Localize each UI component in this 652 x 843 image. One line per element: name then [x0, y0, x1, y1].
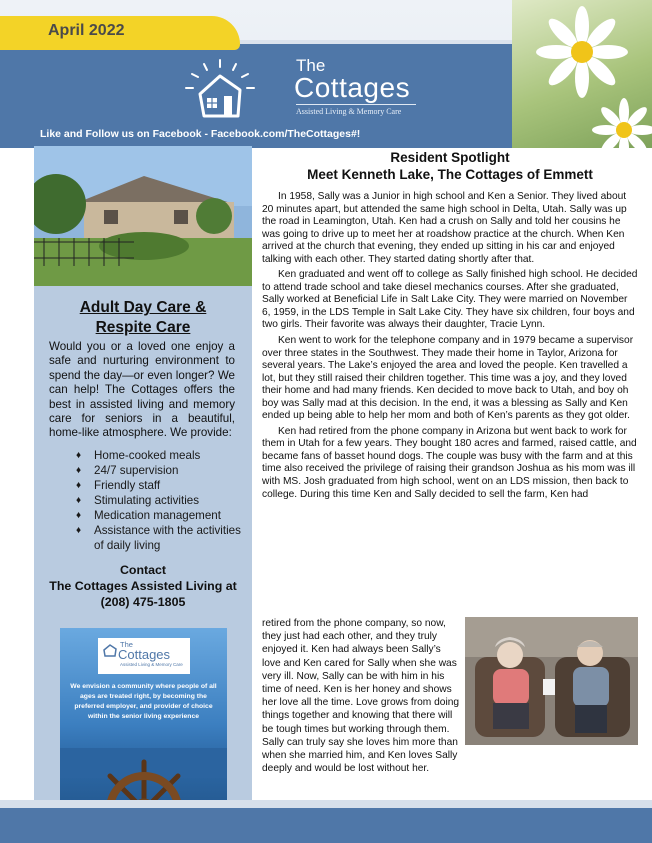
contact-name: The Cottages Assisted Living at — [49, 579, 237, 593]
article-heading — [258, 150, 642, 183]
article-body — [262, 191, 638, 504]
resident-couple-photo — [465, 617, 638, 745]
service-item: ♦ Stimulating activities — [76, 493, 246, 508]
article-headline: Meet Kenneth Lake, The Cottages of Emmett — [307, 166, 593, 182]
sidebar-body: Would you or a loved one enjoy a safe and nurturing environment to spend the day—or even longer? We can help! The Cottages offers the best in assisted living and memory care for seniors in a beautiful, home-like atmosphere. We provide: — [49, 340, 235, 440]
ad-logo-the: The — [120, 640, 133, 649]
house-logo-icon — [102, 642, 118, 658]
house-logo-icon — [180, 58, 260, 120]
article-paragraph: Ken went to work for the telephone company and in 1979 became a supervisor over three states in the Southwest. They made their home in Taylor, Arizona for several years. The Lake’s enjoyed the area and loved the people. Ken travelled a lot, but they still raised their children together. This time was a joy, and they loved their home and had many friends. Ken decided to move back to Utah, and boy oh boy was Sally mad at this decision. In the end, it was a blessing as Sally and Ken ended up being able to help her mom and both of Ken’s parents as they got older. — [262, 335, 634, 422]
sidebar-title — [40, 298, 246, 338]
daisy-photo — [512, 0, 652, 148]
contact-block — [40, 562, 246, 610]
contact-phone[interactable]: (208) 475-1805 — [100, 595, 186, 609]
facebook-link[interactable]: Like and Follow us on Facebook - Facebook.com/TheCottages#! — [40, 128, 361, 140]
mission-statement: We envision a community where people of all ages are treated right, by becoming the preferred employer, and provider of choice within the senior living experience — [70, 683, 217, 720]
newsletter-header — [0, 0, 652, 148]
service-item: ♦ Medication management — [76, 508, 246, 523]
service-item: ♦ Friendly staff — [76, 478, 246, 493]
sidebar-title-line2: Respite Care — [95, 319, 191, 336]
service-item: ♦ Assistance with the activities of daily living — [76, 523, 246, 553]
sidebar-title-line1: Adult Day Care & — [79, 299, 207, 316]
daisy-flower-icon — [512, 0, 652, 148]
article-kicker: Resident Spotlight — [390, 150, 510, 165]
service-item: ♦ 24/7 supervision — [76, 463, 246, 478]
article-paragraph: In 1958, Sally was a Junior in high school and Ken a Senior. They lived about 20 minutes apart, but attended the same high school in Delta, Utah. Sally was up the road in Leamington, Utah. Ken had a crush on Sally and told her cousins he was going to drive up to meet her at roadshow practice at the church. When Ken arrived at the church that evening, they ended up sitting in his car and enjoyed talking with each other. They started dating shortly after that. — [262, 191, 627, 265]
brand-name: Cottages — [294, 72, 411, 103]
footer-blue-band — [0, 808, 652, 843]
article-paragraph: Ken had retired from the phone company in Arizona but went back to work for them in Utah for a few years. They bought 180 acres and farmed, raised cattle, and became fans of basset hound dogs. The couple was busy with the farm and at this time also received the privilege of raising their grandson Joshua as his mom was ill with MS. Josh graduated from high school, went on an LDS mission, then back to college. During this time Ken and Sally decided to sell the farm, Ken had — [262, 425, 637, 500]
article-closing-text: retired from the phone company, so now, they just had each other, and they truly enjoyed it. Ken had always been Sally’s love and Ken cared for Sally when she was very ill. Now, Sally can be with him in his time of need. Ken is her honey and shows her love all the time. Love grows from doing things together and knowing that there will be tough times but working through them. Sally can truly say she loves him more than when she married him, and Ken loves Sally deeply and would be lost without her. — [262, 618, 460, 775]
cottages-building-photo — [34, 146, 252, 286]
brand-tagline: Assisted Living & Memory Care — [296, 107, 402, 116]
ad-logo-name: Cottages — [118, 647, 171, 662]
issue-date: April 2022 — [48, 22, 125, 39]
ad-logo-tagline: Assisted Living & Memory Care — [120, 662, 183, 667]
article-paragraph: Ken graduated and went off to college as Sally finished high school. He decided to attend trade school and take diesel mechanics courses. After she graduated, Sally worked at Beneficial Life in Salt Lake City. They were married on November 6, 1959, in the LDS Temple in Salt Lake City. They have six children, four boys and two girls. Their favorite was always their daughter, Tracie Lynn. — [262, 269, 638, 331]
services-list — [76, 448, 246, 553]
brand-the: The — [296, 56, 326, 75]
service-item: ♦ Home-cooked meals — [76, 448, 246, 463]
contact-heading: Contact — [119, 563, 167, 577]
brand-divider — [296, 104, 416, 105]
